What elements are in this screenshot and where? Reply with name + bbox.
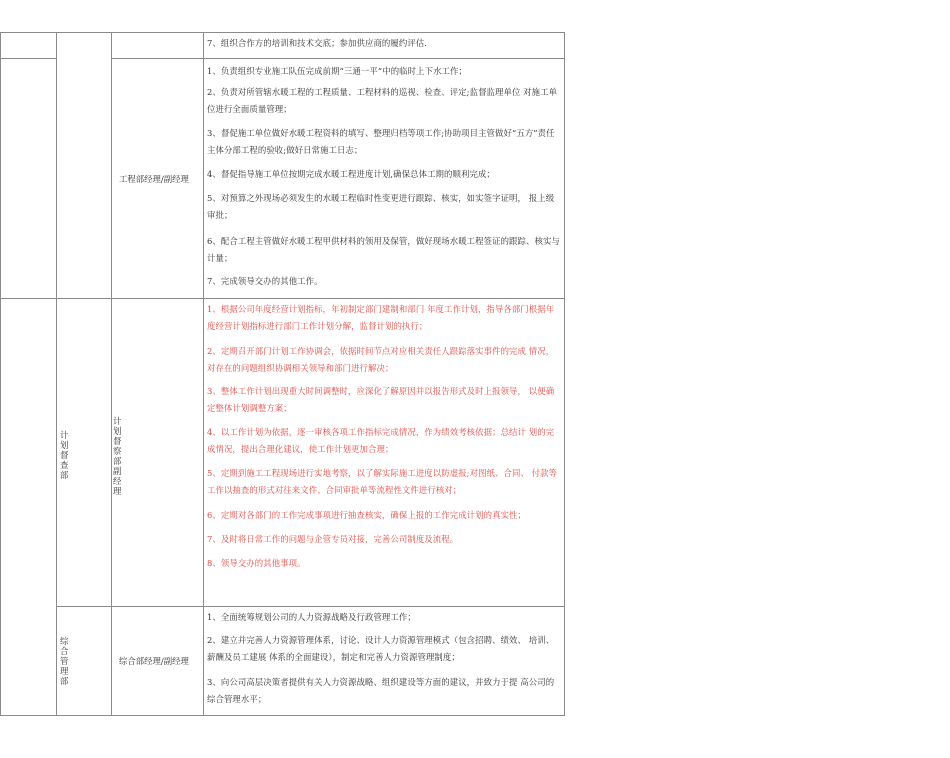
duty-item: 3、整体工作计划出现重大时间调整时，应深化了解原因并以报告形式及时上报领导， 以便确定整体计划调整方案；: [207, 386, 555, 413]
engineering-role: 工程部经理/副经理: [119, 174, 189, 184]
duty-item: 4、以工作计划为依据，逐一审核各项工作指标完成情况，作为绩效考核依据；总结计 划的完成情况，提出合理化建议，使工作计划更加合理；: [207, 427, 555, 454]
duty-item: 6、配合工程主管做好水暖工程甲供材料的领用及保管，做好现场水暖工程签证的跟踪、核实与计量；: [207, 236, 560, 263]
top-row-text: 7、组织合作方的培训和技术交底；参加供应商的履约评估.: [207, 38, 428, 48]
duty-item: 3、向公司高层决策者提供有关人力资源战略、组织建设等方面的建议，并致力于提 高公司的综合管理水平；: [207, 677, 555, 704]
duty-item: 7、完成领导交办的其他工作。: [207, 276, 323, 286]
duty-item: 1、根据公司年度经营计划指标，年初制定部门建制和部门 年度工作计划，指导各部门根据年度经营计划指标进行部门工作计划分解，监督计划的执行；: [207, 304, 555, 331]
duty-item: 2、建立并完善人力资源管理体系，讨论、设计人力资源管理模式（包含招聘、绩效、 培训、薪酬及员工建展 体系的全面建设），制定和完善人力资源管理制度；: [207, 635, 555, 662]
general-dept-label: 综合管理部: [60, 636, 69, 686]
duty-item: 4、督促指导施工单位按期完成水暖工程进度计划,确保总体工期的顺利完成；: [207, 169, 495, 179]
general-role: 综合部经理/副经理: [119, 656, 189, 666]
duty-item: 8、领导交办的其他事项。: [207, 558, 306, 568]
duty-item: 1、负责组织专业施工队伍完成前期“三通一平”中的临时上下水工作；: [207, 66, 467, 76]
duty-item: 3、督促施工单位做好水暖工程资料的填写、整理归档等项工作;协助项目主管做好“五方”责任主体分部工程的验收;做好日常施工日志；: [207, 128, 555, 155]
duty-item: 7、及时将日常工作的问题与企管专员对接，完善公司制度及流程。: [207, 534, 459, 544]
duty-item: 6、定期对各部门的工作完成事项进行抽查核实，确保上报的工作完成计划的真实性；: [207, 510, 527, 520]
duty-item: 2、负责对所管辖水暖工程的工程质量、工程材料的巡视、检查、评定;监督监理单位 对施工单位进行全面质量管理；: [207, 87, 558, 114]
planning-role: 计划督察部副经理: [113, 416, 122, 496]
duty-item: 2、定期召开部门计划工作协调会，依据时间节点对应相关责任人跟踪落实事件的完成 情况，对存在的问题组织协调相关领导和部门进行解决；: [207, 346, 555, 373]
duty-item: 1、全面统筹规划公司的人力资源战略及行政管理工作；: [207, 612, 416, 622]
duty-item: 5、定期到施工工程现场进行实地考察，以了解实际施工进度以防虚报;对图纸、合同、 付款等工作以抽查的形式对往来文件、合同审批单等流程性文件进行核对；: [207, 468, 558, 495]
planning-dept-label: 计划督查部: [60, 430, 69, 480]
duty-item: 5、对预算之外现场必须发生的水暖工程临时性变更进行跟踪、核实，如实签字证明， 报上级审批；: [207, 193, 555, 220]
